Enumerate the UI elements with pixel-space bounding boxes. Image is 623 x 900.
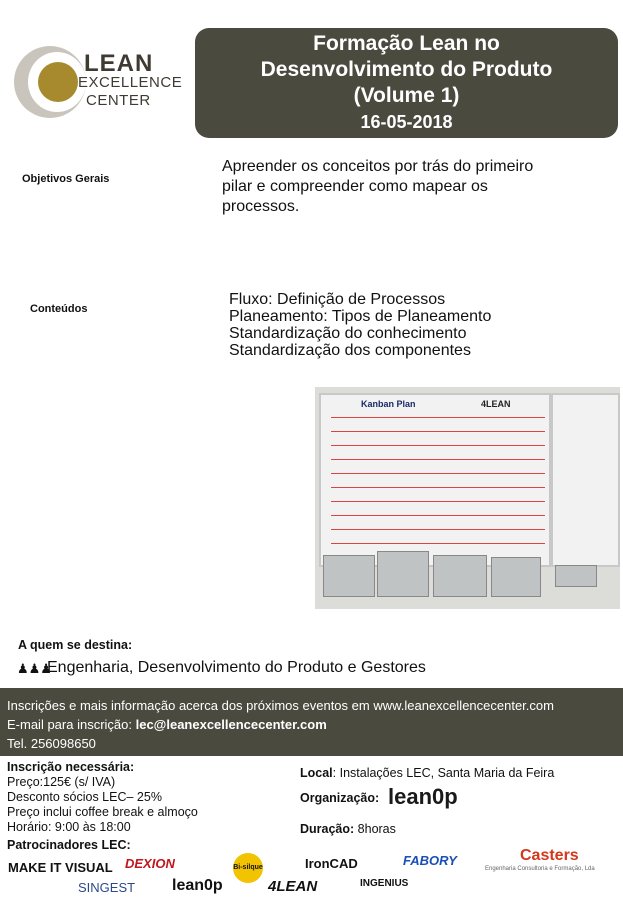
sponsor-leanop: lean0p: [172, 877, 223, 894]
sponsor-ingenius: INGENIUS: [360, 878, 409, 889]
title-line-3: (Volume 1): [353, 84, 460, 107]
email-line: [7, 717, 327, 732]
conteudos-list: [229, 291, 609, 359]
title-line-1: Formação Lean no: [313, 32, 500, 55]
list-item: Standardização do conhecimento: [229, 325, 467, 342]
logo-dot: [38, 62, 78, 102]
duration-line: [300, 822, 396, 837]
price: Preço:125€ (s/ IVA): [7, 775, 116, 789]
objetivos-label: Objetivos Gerais: [22, 173, 110, 185]
local-label: Local: [300, 766, 333, 780]
title-date: 16-05-2018: [360, 112, 453, 132]
info-bar: [0, 688, 623, 756]
sponsor-dexion: DEXION: [125, 856, 175, 871]
tray: [323, 555, 375, 597]
logo-word-excellence: EXCELLENCE: [78, 74, 183, 91]
email-link[interactable]: lec@leanexcellencecenter.com: [135, 717, 327, 732]
audience-text: Engenharia, Desenvolvimento do Produto e Gestores: [47, 659, 426, 676]
kanban-board-title: Kanban Plan: [361, 399, 416, 409]
email-label: E-mail para inscrição:: [7, 717, 136, 732]
duration-value: 8horas: [354, 822, 396, 836]
side-board: [551, 393, 620, 567]
sponsor-consultoria: Engenharia Consultoria e Formação, Lda: [485, 866, 595, 872]
phone-line: Tel. 256098650: [7, 736, 96, 751]
includes: Preço inclui coffee break e almoço: [7, 805, 198, 819]
tray: [377, 551, 429, 597]
objetivos-text: Apreender os conceitos por trás do primeiro pilar e compreender como mapear os processos.: [222, 158, 534, 215]
conteudos-label: Conteúdos: [30, 303, 88, 315]
logo-word-center: CENTER: [86, 92, 151, 109]
kanban-photo: [315, 387, 620, 609]
sponsor-4lean: 4LEAN: [268, 878, 318, 895]
kanban-board: [319, 393, 551, 567]
sponsors-label: Patrocinadores LEC:: [7, 838, 131, 852]
sponsor-casters: Casters: [520, 847, 579, 864]
sponsor-make-it-visual: MAKE IT VISUAL: [8, 860, 113, 875]
title-line-2: Desenvolvimento do Produto: [260, 58, 553, 81]
sponsor-fabory: FABORY: [403, 853, 457, 868]
sponsor-singest: SINGEST: [78, 880, 136, 895]
kanban-board-brand: 4LEAN: [481, 399, 511, 409]
discount: Desconto sócios LEC– 25%: [7, 790, 162, 804]
sponsor-bi-silque: Bi-silque: [233, 853, 263, 883]
sponsor-ironcad: IronCAD: [305, 856, 358, 871]
info-line: Inscrições e mais informação acerca dos próximos eventos em www.leanexcellencecenter.com: [7, 698, 554, 713]
list-item: Planeamento: Tipos de Planeamento: [229, 308, 492, 325]
list-item: Standardização dos componentes: [229, 342, 471, 359]
org-logo: lean0p: [388, 784, 458, 809]
registration-block: [7, 760, 198, 835]
duration-label: Duração:: [300, 822, 355, 836]
registration-title: Inscrição necessária:: [7, 760, 135, 774]
hours: Horário: 9:00 às 18:00: [7, 820, 131, 834]
lec-logo: [8, 44, 198, 124]
tray: [433, 555, 487, 597]
tray: [555, 565, 597, 587]
people-icon: ♟♟♟: [17, 661, 52, 676]
local-value: : Instalações LEC, Santa Maria da Feira: [332, 766, 555, 780]
audience-label: A quem se destina:: [18, 638, 133, 652]
tray: [491, 557, 541, 597]
logo-word-lean: LEAN: [84, 50, 154, 77]
list-item: Fluxo: Definição de Processos: [229, 291, 446, 308]
local-line: [300, 766, 554, 781]
org-label: Organização:: [300, 791, 380, 805]
title-banner: [195, 28, 618, 138]
